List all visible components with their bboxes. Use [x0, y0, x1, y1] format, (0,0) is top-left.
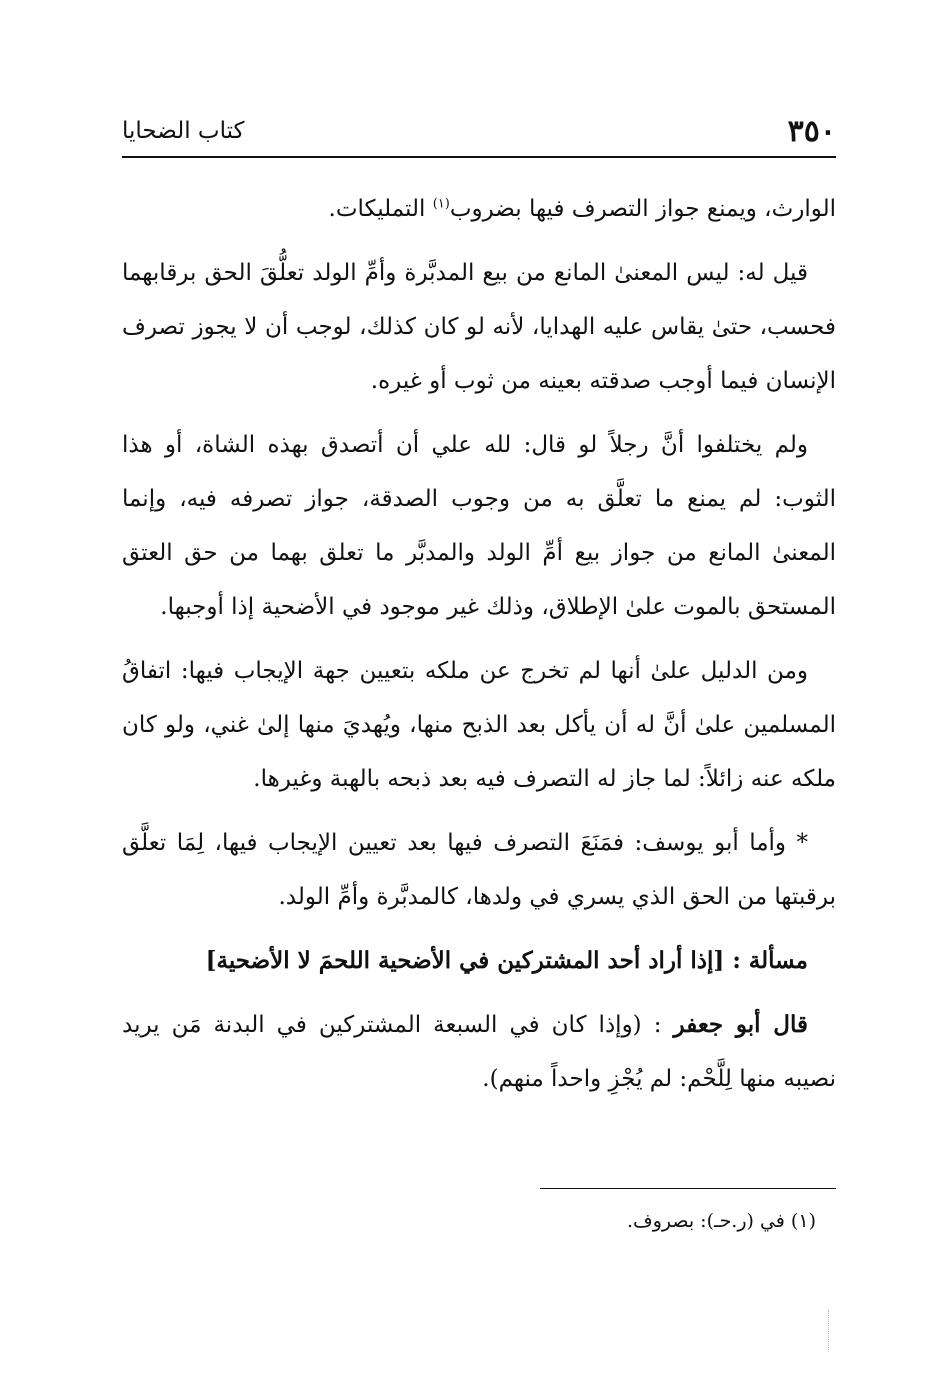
footnote-rule	[540, 1188, 836, 1189]
main-text	[122, 182, 836, 1116]
masala-heading	[122, 934, 836, 988]
page-number: ٣٥٠	[787, 114, 836, 149]
header-rule	[122, 156, 836, 158]
footnote: (١) في (ر.حـ): بصروف.	[626, 1210, 816, 1232]
footnote-reference: (١)	[432, 196, 450, 212]
quote-paragraph	[122, 998, 836, 1106]
masala-label: مسألة :	[732, 947, 808, 974]
paragraph-1-text: الوارث، ويمنع جواز التصرف فيها بضروب	[449, 196, 836, 222]
paragraph-4: ومن الدليل علىٰ أنها لم تخرج عن ملكه بتعيين جهة الإيجاب فيها: اتفاقُ المسلمين علىٰ أنَّ له أن يأكل بعد الذبح منها، ويُهديَ منها إلىٰ غني، ولو كان ملكه عنه زائلاً: لما جاز له التصرف فيه بعد ذبحه بالهبة وغيرها.	[122, 658, 836, 792]
paragraph-1	[122, 182, 836, 236]
quote-text: : (وإذا كان في السبعة المشتركين في البدنة مَن يريد نصيبه منها لِلَّحْم: لم يُجْزِ واحداً منهم).	[122, 1012, 836, 1092]
page-header	[122, 112, 836, 158]
paragraph-5: * وأما أبو يوسف: فمَنَعَ التصرف فيها بعد تعيين الإيجاب فيها، لِمَا تعلَّق برقبتها من الحق الذي يسري في ولدها، كالمدبَّرة وأمِّ الولد.	[122, 830, 836, 910]
paragraph-1-tail: التمليكات.	[328, 196, 433, 222]
running-title: كتاب الضحايا	[122, 118, 245, 144]
masala-title: [إذا أراد أحد المشتركين في الأضحية اللحمَ لا الأضحية]	[205, 947, 725, 974]
paragraph-2: قيل له: ليس المعنىٰ المانع من بيع المدبَّرة وأمِّ الولد تعلُّقَ الحق برقابهما فحسب، حتىٰ يقاس عليه الهدايا، لأنه لو كان كذلك، لوجب أن لا يجوز تصرف الإنسان فيما أوجب صدقته بعينه من ثوب أو غيره.	[122, 260, 836, 394]
paragraph-3: ولم يختلفوا أنَّ رجلاً لو قال: لله علي أن أتصدق بهذه الشاة، أو هذا الثوب: لم يمنع ما تعلَّق به من وجوب الصدقة، جواز تصرفه فيه، وإنما المعنىٰ المانع من جواز بيع أمِّ الولد والمدبَّر ما تعلق بهما من حق العتق المستحق بالموت علىٰ الإطلاق، وذلك غير موجود في الأضحية إذا أوجبها.	[122, 432, 836, 620]
scan-edge-mark	[828, 1310, 831, 1352]
quote-speaker: قال أبو جعفر	[673, 1011, 808, 1038]
